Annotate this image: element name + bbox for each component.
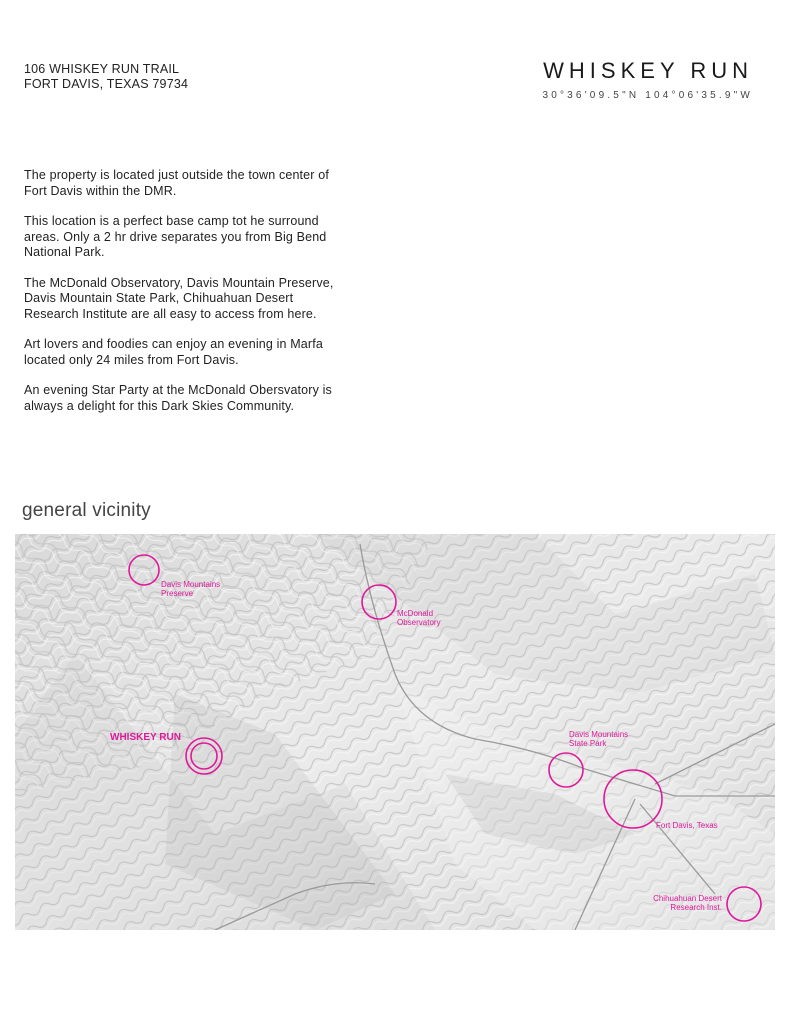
- label-davis-preserve: Davis Mountains Preserve: [161, 580, 221, 598]
- address-line-2: FORT DAVIS, TEXAS 79734: [24, 77, 189, 91]
- label-state-park: Davis Mountains State Park: [569, 730, 629, 748]
- brand-block: [542, 58, 753, 101]
- address-line-1: 106 WHISKEY RUN TRAIL: [24, 62, 180, 76]
- section-title-general-vicinity: general vicinity: [22, 500, 151, 521]
- description-paragraph: An evening Star Party at the McDonald Obersvatory is always a delight for this Dark Skies Community.: [24, 383, 332, 413]
- property-address: [24, 62, 188, 92]
- label-whiskey-run: WHISKEY RUN: [110, 732, 181, 743]
- description-paragraph: Art lovers and foodies can enjoy an evening in Marfa located only 24 miles from Fort Davis.: [24, 337, 323, 367]
- vicinity-map[interactable]: [15, 534, 775, 930]
- description-paragraph: This location is a perfect base camp tot he surround areas. Only a 2 hr drive separates you from Big Bend National Park.: [24, 214, 327, 259]
- label-fort-davis: Fort Davis, Texas: [656, 821, 718, 830]
- description-paragraph: The McDonald Observatory, Davis Mountain Preserve, Davis Mountain State Park, Chihuahuan Desert Research Institute are all easy to access from here.: [24, 275, 334, 321]
- brand-title: WHISKEY RUN: [543, 58, 753, 83]
- brand-coordinates: 30°36'09.5"N 104°06'35.9"W: [542, 90, 753, 101]
- property-description: [24, 168, 344, 429]
- description-paragraph: The property is located just outside the town center of Fort Davis within the DMR.: [24, 168, 329, 198]
- label-chihuahuan: Chihuahuan Desert Research Inst.: [653, 894, 722, 912]
- label-mcdonald: McDonald Observatory: [397, 609, 441, 627]
